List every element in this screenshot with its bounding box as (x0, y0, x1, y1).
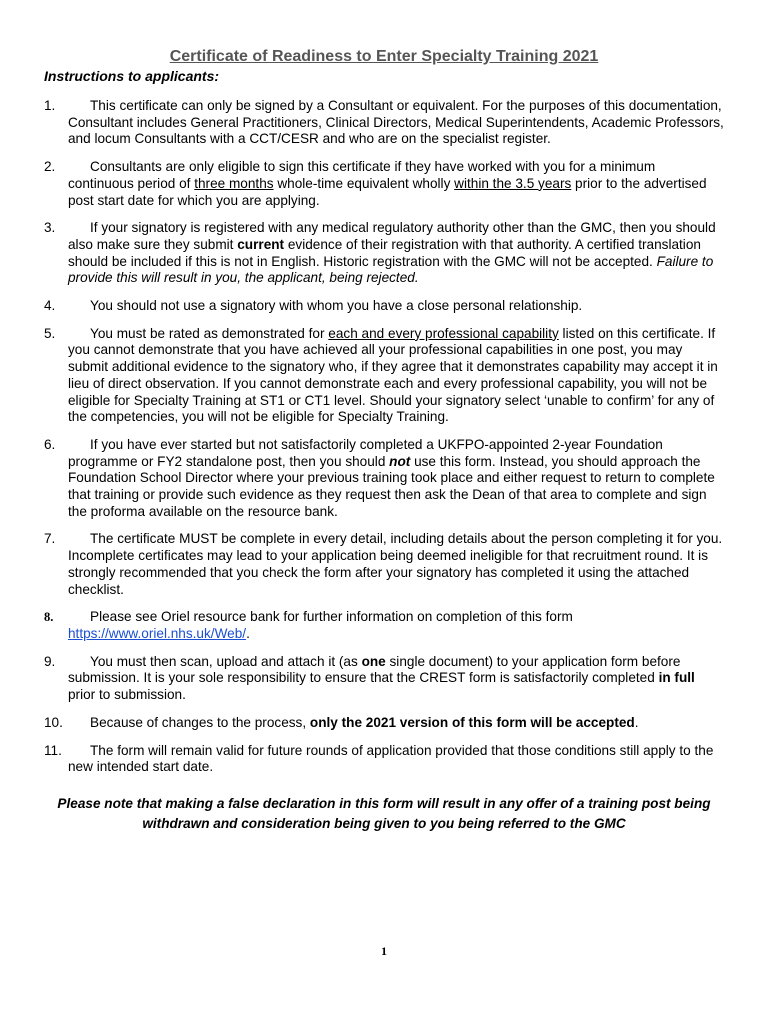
item-text: three months (194, 175, 274, 191)
item-text: single document) to your application form before submission. It is your sole responsibility to ensure that the CREST form is satisfactorily completed (68, 653, 681, 686)
item-number: 1. (44, 98, 56, 113)
instruction-item-4 (44, 298, 724, 315)
item-text: use this form. Instead, you should approach the Foundation School Director where your previous training took place and either request to return to complete that training or provide such evidence as they request then ask the Dean of that area to complete and sign the proforma available on the resource bank. (68, 453, 715, 519)
instruction-item-5 (44, 326, 724, 426)
item-text: The certificate MUST be complete in every detail, including details about the person completing it for you. Incomplete certificates may lead to your application being deemed ineligible for that recruitment round. It is strongly recommended that you check the form after your signatory has completed it using the attached checklist. (68, 531, 723, 597)
instruction-item-1 (44, 98, 724, 148)
instruction-item-9 (44, 654, 724, 704)
item-text: whole-time equivalent wholly (273, 175, 455, 191)
instruction-item-10 (44, 715, 724, 732)
item-text: prior to the advertised post start date for which you are applying. (68, 175, 707, 208)
item-number: 5. (44, 325, 56, 341)
item-text: in full (658, 670, 695, 686)
item-text: prior to submission. (68, 687, 186, 703)
item-text: within the 3.5 years (454, 175, 572, 191)
item-text: You should not use a signatory with whom you have a close personal relationship. (90, 298, 583, 314)
item-number: 7. (44, 531, 56, 547)
instruction-item-8 (44, 609, 724, 642)
item-text: You must then scan, upload and attach it (as (90, 653, 362, 669)
instructions-list (44, 98, 724, 787)
item-text: each and every professional capability (328, 325, 559, 341)
item-text: If you have ever started but not satisfactorily completed a UKFPO-appointed 2-year Foundation programme or FY2 standalone post, then you should (68, 436, 663, 469)
item-text: Consultants are only eligible to sign this certificate if they have worked with you for a minimum continuous period of (68, 159, 656, 191)
item-number: 3. (44, 220, 56, 236)
item-text: This certificate can only be signed by a Consultant or equivalent. For the purposes of this documentation, Consultant includes General Practitioners, Clinical Directors, Medical Superintendents, Academic Professors, and locum Consultants with a CCT/CESR and who are on the specialist register. (68, 98, 724, 147)
instruction-item-6 (44, 437, 724, 521)
item-text: . (246, 625, 250, 641)
instruction-item-7 (44, 531, 724, 598)
instruction-item-2 (44, 159, 724, 209)
item-number: 8. (44, 610, 54, 625)
item-text: The form will remain valid for future rounds of application provided that those conditions still apply to the new intended start date. (68, 742, 714, 775)
item-text: current (237, 236, 285, 252)
item-text: one (361, 653, 386, 669)
item-number: 10. (44, 714, 63, 730)
item-text: Because of changes to the process, (90, 714, 310, 730)
item-number: 2. (44, 159, 56, 175)
instruction-item-3 (44, 220, 724, 287)
item-text: not (389, 453, 411, 469)
document-title: Certificate of Readiness to Enter Specialty Training 2021 (169, 48, 599, 65)
item-number: 11. (44, 742, 62, 758)
item-text: listed on this certificate. If you cannot demonstrate that you have achieved all your professional capabilities in one post, you may submit additional evidence to the signatory who, if they agree that it demonstrates capability may accept it in lieu of direct observation. If you cannot demonstrate each and every professional capability, you will not be eligible for Specialty Training at ST1 or CT1 level. Should your signatory select ‘unable to confirm’ for any of the competencies, you will not be eligible for Specialty Training. (68, 325, 718, 425)
instruction-item-11 (44, 743, 724, 776)
item-number: 4. (44, 298, 56, 314)
item-number: 9. (44, 653, 56, 669)
item-text: Please see Oriel resource bank for further information on completion of this form (90, 609, 573, 625)
declaration-note: Please note that making a false declaration in this form will result in any offer of a training post being withdrawn and consideration being given to you being referred to the GMC (57, 796, 711, 831)
item-text: Failure to provide this will result in you, the applicant, being rejected. (68, 253, 714, 286)
oriel-resource-link[interactable]: https://www.oriel.nhs.uk/Web/ (68, 625, 247, 641)
item-number: 6. (44, 436, 56, 452)
instructions-heading: Instructions to applicants: (44, 68, 220, 84)
item-text: If your signatory is registered with any medical regulatory authority other than the GMC, then you should also make sure they submit (68, 220, 716, 252)
page-number: 1 (381, 944, 387, 958)
item-text: You must be rated as demonstrated for (90, 325, 329, 341)
item-text: only the 2021 version of this form will be accepted (309, 714, 635, 730)
item-text: . (634, 714, 639, 730)
item-text: evidence of their registration with that authority. A certified translation should be included if this is not in English. Historic registration with the GMC will not be accepted. (68, 236, 701, 269)
